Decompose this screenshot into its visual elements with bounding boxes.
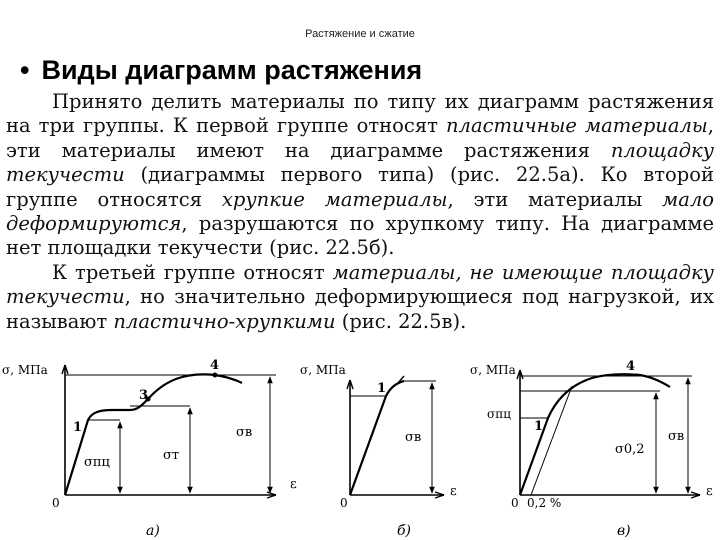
p1-emph-4: мало деформируются (6, 187, 714, 236)
a-curve (65, 374, 242, 495)
c-point-1: 1 (534, 419, 544, 434)
a-origin-label: 0 (52, 496, 60, 510)
p1-emph-1: пластичные материалы (445, 114, 708, 138)
c-sigma-pc-label: σпц (487, 407, 511, 421)
b-y-axis-label: σ, МПа (300, 363, 346, 377)
b-point-1: 1 (377, 381, 387, 396)
a-x-axis-label: ε (290, 477, 297, 492)
p2-text-3: (рис. 22.5в). (335, 309, 467, 333)
a-y-axis-label: σ, МПа (2, 363, 48, 377)
b-curve (350, 381, 404, 495)
slide-header: Растяжение и сжатие (305, 28, 415, 40)
a-point-3: 3 (139, 388, 149, 403)
heading-text: Виды диаграмм растяжения (41, 55, 423, 85)
diagram-b-labels (300, 363, 457, 539)
p2-text-1: К третьей группе относят (52, 260, 333, 284)
p2-emph-1: материалы, не имеющие площадку текучести (6, 260, 714, 309)
p1-text-1: Принято делить материалы по типу их диаграмм растяжения на три группы. К первой группе относят (6, 90, 714, 138)
c-origin-label: 0 (511, 496, 519, 510)
diagram-c-labels (470, 359, 713, 539)
paragraph-2 (6, 261, 714, 334)
diagram-b (347, 376, 444, 498)
a-point-1: 1 (73, 420, 83, 435)
bullet: • (20, 55, 30, 85)
paragraph-1 (6, 90, 714, 261)
c-sigma-02-label: σ0,2 (615, 442, 645, 457)
c-y-axis-label: σ, МПа (470, 363, 516, 377)
c-caption: в) (617, 523, 631, 539)
p1-emph-3: хрупкие материалы (221, 187, 448, 211)
c-x-axis-label: ε (706, 484, 713, 499)
a-caption: а) (146, 523, 160, 539)
b-origin-label: 0 (340, 496, 348, 510)
p1-text-4: , эти материалы (447, 187, 663, 211)
p1-text-2: , эти материалы имеют на диаграмме растяжения (6, 114, 714, 162)
c-offset-line (531, 386, 572, 495)
slide-heading (20, 55, 422, 86)
tension-diagrams (0, 350, 720, 540)
c-offset-label: 0,2 % (527, 496, 562, 510)
p1-text-5: , разрушаются по хрупкому типу. На диаграмме нет площадки текучести (рис. 22.5б). (6, 212, 714, 260)
c-point-4: 4 (626, 359, 636, 374)
a-sigma-pc-label: σпц (84, 455, 110, 470)
c-curve (520, 374, 670, 495)
b-sigma-v-label: σв (405, 430, 422, 445)
p1-text-3: (диаграммы первого типа) (рис. 22.5а). Ко второй группе относятся (6, 163, 714, 211)
b-x-axis-label: ε (450, 484, 457, 499)
b-caption: б) (397, 523, 412, 539)
a-sigma-t-label: σт (163, 448, 180, 463)
a-sigma-v-label: σв (236, 425, 253, 440)
p1-emph-2: площадку текучести (6, 138, 714, 187)
a-point-4: 4 (210, 358, 220, 373)
p2-emph-2: пластично-хрупкими (113, 309, 336, 333)
c-sigma-v-label: σв (668, 429, 685, 444)
body-text (6, 90, 714, 334)
p2-text-2: , но значительно деформирующиеся под нагрузкой, их называют (6, 285, 714, 333)
diagram-a-labels (2, 358, 297, 539)
